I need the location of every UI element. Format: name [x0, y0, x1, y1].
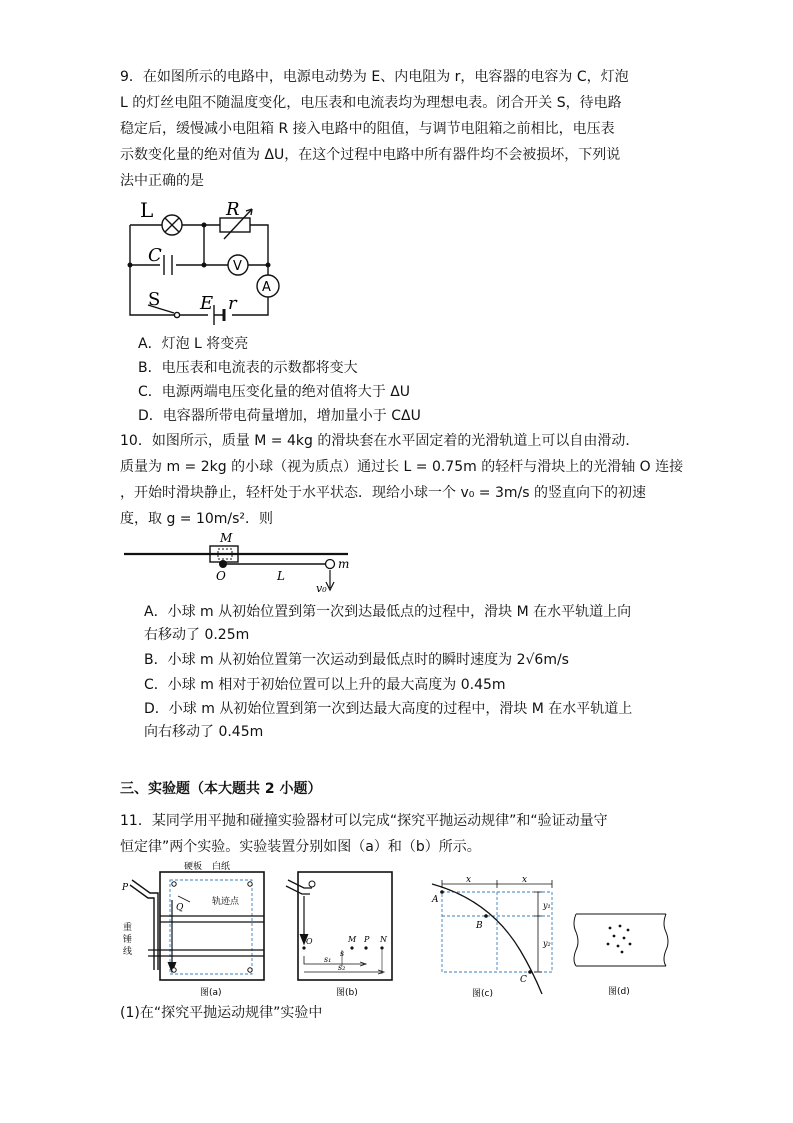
- fig-a-caption: 图(a): [200, 988, 222, 998]
- q11-figure-c: [420, 870, 560, 1000]
- fig-a-label-plumb-1: 重: [123, 923, 133, 933]
- fig-b-label-N: N: [380, 935, 387, 944]
- q9-option-d: D．电容器所带电荷量增加，增加量小于 CΔU: [138, 408, 421, 424]
- q9-line-4: 示数变化量的绝对值为 ΔU，在这个过程中电路中所有器件均不会被损坏，下列说: [120, 147, 621, 163]
- section-3-title: 三、实验题（本大题共 2 小题）: [120, 781, 322, 797]
- q9-option-c: C．电源两端电压变化量的绝对值将大于 ΔU: [138, 384, 411, 400]
- q9-label-ammeter: A: [262, 280, 271, 295]
- q11-figure-d: [570, 910, 670, 1000]
- fig-b-label-O: O: [306, 937, 313, 946]
- q10-label-O: O: [216, 569, 226, 583]
- q10-option-c: C．小球 m 相对于初始位置可以上升的最大高度为 0.45m: [144, 677, 506, 693]
- q9-label-voltmeter: V: [233, 259, 242, 274]
- q10-option-b: B．小球 m 从初始位置第一次运动到最低点时的瞬时速度为 2√6m/s: [144, 652, 569, 668]
- q9-line-2: L 的灯丝电阻不随温度变化，电压表和电流表均为理想电表。闭合开关 S，待电路: [120, 95, 622, 111]
- fig-a-label-hardboard: 硬板: [184, 862, 203, 872]
- q9-label-switch: S: [148, 289, 161, 310]
- q10-line-4: 度，取 g = 10m/s²．则: [120, 511, 274, 527]
- q11-figure-b: [282, 858, 402, 1000]
- fig-b-caption: 图(b): [336, 988, 358, 998]
- fig-a-label-plumb-3: 线: [123, 947, 133, 957]
- q10-option-d-line1: D．小球 m 从初始位置到第一次到达最大高度的过程中，滑块 M 在水平轨道上: [144, 701, 633, 717]
- fig-c-label-A: A: [432, 895, 439, 905]
- fig-a-label-Q: Q: [176, 903, 184, 913]
- q10-option-a-line1: A．小球 m 从初始位置到第一次到达最低点的过程中，滑块 M 在水平轨道上向: [144, 604, 632, 620]
- q9-option-a: A．灯泡 L 将变亮: [138, 336, 249, 352]
- q10-label-M: M: [220, 531, 233, 545]
- q11-sub-question-1: (1)在“探究平抛运动规律”实验中: [120, 1005, 323, 1021]
- q10-line-3: ，开始时滑块静止，轻杆处于水平状态．现给小球一个 v₀ = 3m/s 的竖直向下的初速: [120, 485, 646, 501]
- q10-label-L: L: [277, 569, 285, 583]
- q9-line-3: 稳定后，缓慢减小电阻箱 R 接入电路中的阻值，与调节电阻箱之前相比，电压表: [120, 121, 615, 137]
- q9-label-resistor: R: [226, 199, 240, 220]
- fig-b-label-s2: s₂: [338, 963, 346, 972]
- q9-label-lamp: L: [140, 198, 154, 222]
- q9-circuit-diagram: [120, 195, 290, 330]
- q10-option-d-line2: 向右移动了 0.45m: [144, 724, 264, 740]
- q9-line-1: 9．在如图所示的电路中，电源电动势为 E、内电阻为 r，电容器的电容为 C，灯泡: [120, 69, 629, 85]
- fig-b-label-M: M: [348, 935, 357, 944]
- q10-option-a-line2: 右移动了 0.25m: [144, 627, 250, 643]
- fig-d-caption: 图(d): [608, 987, 630, 997]
- fig-c-label-B: B: [476, 921, 483, 931]
- fig-a-label-track-point: 轨迹点: [212, 897, 240, 907]
- fig-a-label-paper: 白纸: [212, 862, 231, 872]
- q9-option-b: B．电压表和电流表的示数都将变大: [138, 360, 358, 376]
- fig-c-label-C: C: [520, 975, 527, 985]
- fig-b-label-s: s: [340, 949, 345, 958]
- fig-b-label-s1: s₁: [324, 955, 332, 964]
- fig-b-label-P: P: [364, 935, 370, 944]
- fig-c-label-y1: y₁: [543, 901, 551, 910]
- fig-c-caption: 图(c): [472, 989, 493, 999]
- fig-c-label-x2: x: [522, 875, 528, 885]
- ball-m: [326, 560, 335, 569]
- q11-line-1: 11．某同学用平抛和碰撞实验器材可以完成“探究平抛运动规律”和“验证动量守: [120, 813, 608, 829]
- q11-line-2: 恒定律”两个实验。实验装置分别如图（a）和（b）所示。: [120, 839, 481, 855]
- fig-a-label-P: P: [122, 883, 129, 893]
- pivot-o: [219, 560, 227, 568]
- q11-figure-a: [120, 858, 280, 1000]
- q10-slider-diagram: [120, 530, 360, 598]
- q10-line-1: 10．如图所示，质量 M = 4kg 的滑块套在水平固定着的光滑轨道上可以自由滑动．: [120, 433, 640, 449]
- q10-line-2: 质量为 m = 2kg 的小球（视为质点）通过长 L = 0.75m 的轻杆与滑块上的光滑轴 O 连接: [120, 459, 684, 475]
- fig-c-label-x1: x: [466, 875, 472, 885]
- fig-c-label-y2: y₂: [543, 939, 551, 948]
- q10-label-m: m: [338, 557, 350, 571]
- q10-label-v0: v₀: [316, 582, 327, 595]
- q9-line-5: 法中正确的是: [120, 173, 204, 189]
- q9-label-emf: E: [200, 293, 214, 314]
- q9-label-internal-resistance: r: [228, 293, 237, 314]
- q9-label-capacitor: C: [148, 245, 162, 266]
- fig-a-label-plumb-2: 锤: [123, 935, 133, 945]
